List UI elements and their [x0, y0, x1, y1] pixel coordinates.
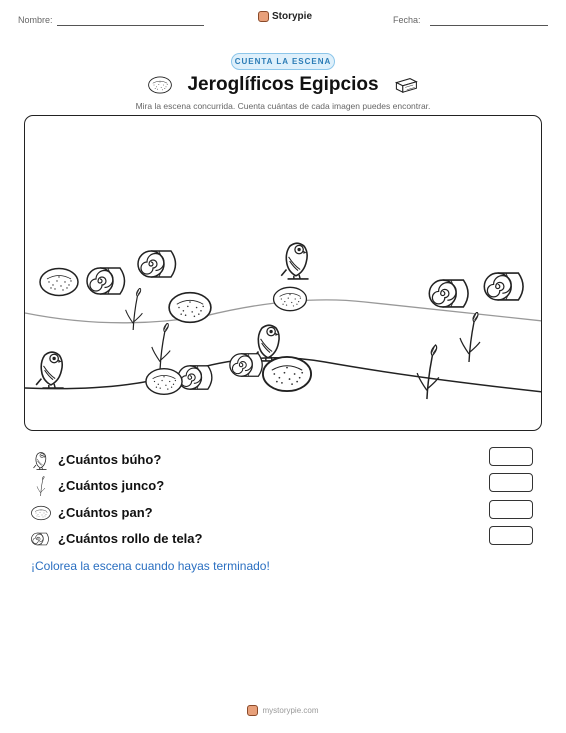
date-label: Fecha: [393, 15, 421, 25]
question-row-bread [31, 503, 535, 523]
reed-icon [31, 476, 51, 496]
instructions: Mira la escena concurrida. Cuenta cuántas de cada imagen puedes encontrar. [135, 101, 431, 111]
answer-box-bread[interactable] [489, 500, 533, 519]
bread-icon [40, 269, 78, 296]
activity-badge: CUENTA LA ESCENA [231, 53, 335, 70]
bread-icon [169, 293, 211, 323]
question-row-owl [31, 450, 535, 470]
answer-box-cloth-roll[interactable] [489, 526, 533, 545]
cloth-roll-icon [178, 366, 212, 389]
bread-icon [31, 503, 51, 523]
brand-name: Storypie [272, 11, 313, 22]
question-text: ¿Cuántos búho? [58, 452, 162, 467]
reed-icon [152, 323, 170, 369]
storypie-logo-icon [258, 11, 269, 22]
page-title: Jeroglíficos Egipcios [187, 74, 379, 95]
date-field[interactable] [430, 25, 548, 26]
name-field[interactable] [57, 25, 204, 26]
brick-title-icon [394, 76, 418, 94]
cloth-roll-icon [31, 529, 51, 549]
cloth-roll-icon [429, 280, 468, 307]
bread-icon [146, 369, 182, 395]
owl-icon [281, 243, 308, 279]
owl-icon [31, 450, 51, 470]
brand [258, 11, 312, 22]
cloth-roll-icon [230, 354, 262, 376]
bread-icon [263, 357, 311, 391]
owl-icon [36, 352, 64, 388]
reed-icon [417, 345, 439, 399]
answer-box-reed[interactable] [489, 473, 533, 492]
question-text: ¿Cuántos pan? [58, 505, 153, 520]
question-text: ¿Cuántos rollo de tela? [58, 531, 203, 546]
reed-icon [126, 288, 143, 330]
storypie-logo-icon [247, 705, 258, 716]
question-text: ¿Cuántos junco? [58, 478, 165, 493]
closing-instruction: ¡Colorea la escena cuando hayas terminado! [31, 559, 270, 573]
footer-url[interactable]: mystorypie.com [262, 706, 319, 715]
cloth-roll-icon [138, 251, 176, 277]
footer [0, 705, 566, 716]
reed-icon [460, 312, 480, 362]
cloth-roll-icon [484, 273, 523, 300]
answer-box-owl[interactable] [489, 447, 533, 466]
question-row-cloth-roll [31, 529, 535, 549]
cloth-roll-icon [87, 268, 125, 294]
bread-icon [274, 287, 307, 310]
counting-scene [24, 115, 542, 431]
name-label: Nombre: [18, 15, 53, 25]
question-row-reed [31, 476, 535, 496]
